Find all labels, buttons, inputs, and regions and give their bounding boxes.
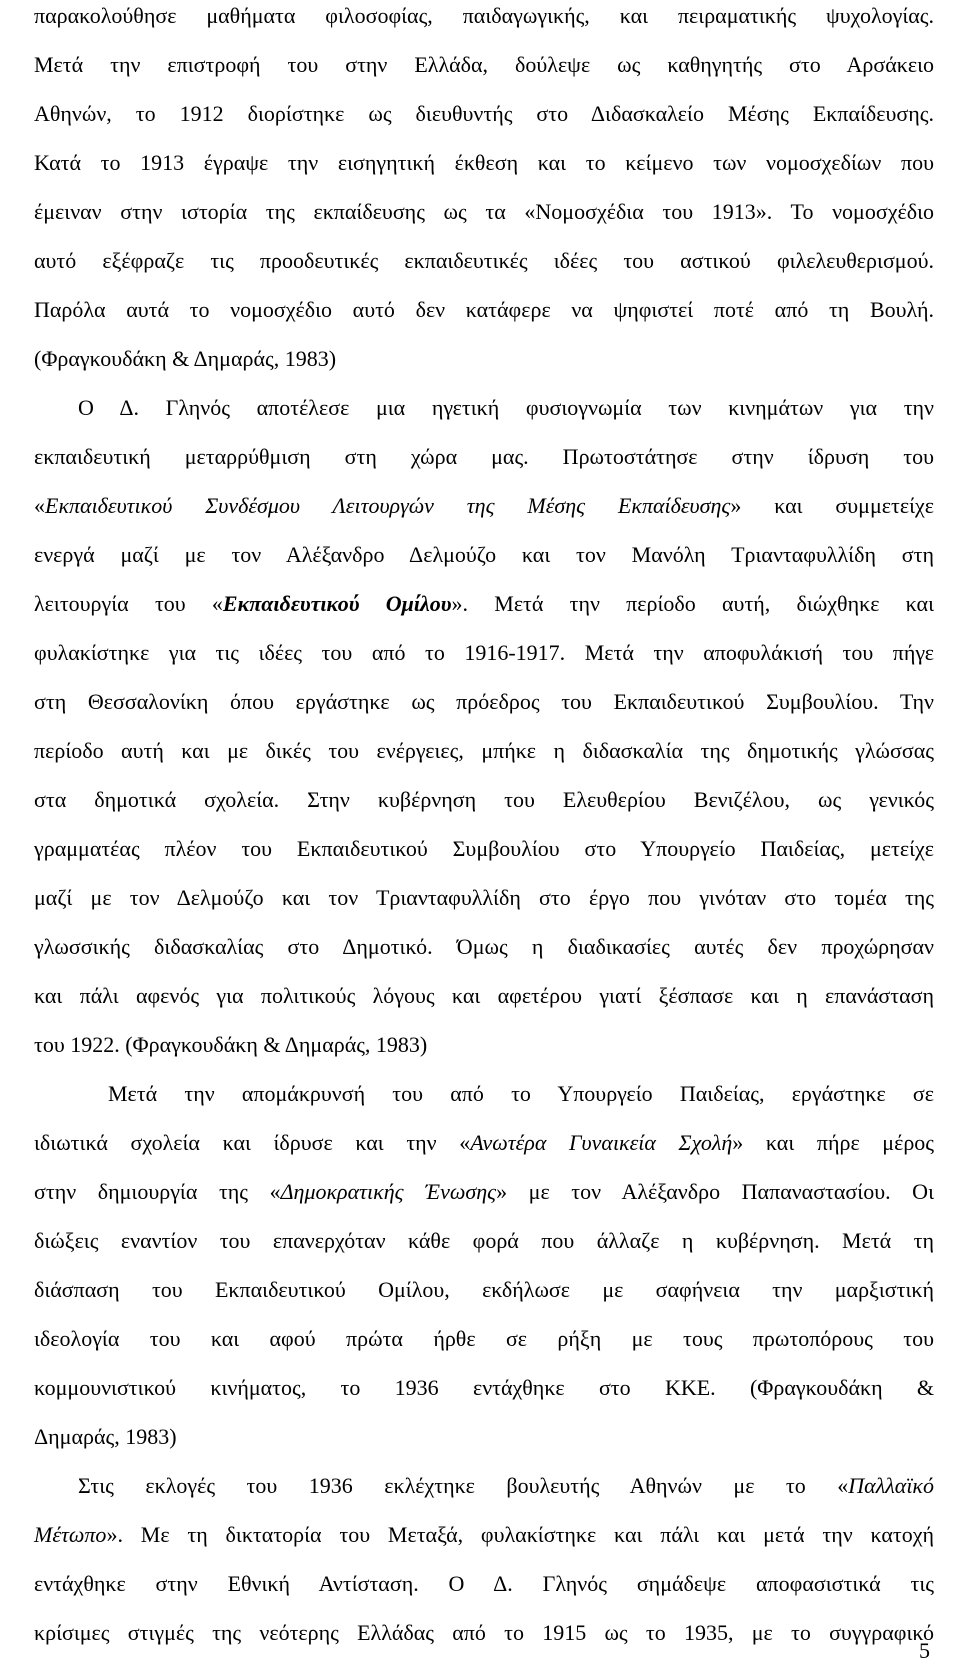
text-line: Αθηνών, το 1912 διορίστηκε ως διευθυντής στο Διδασκαλείο Μέσης Εκπαίδευσης. (34, 101, 934, 126)
paragraph-4 (34, 1461, 934, 1657)
page-number: 5 (919, 1638, 930, 1663)
text-fragment: ιδιωτικά σχολεία και ίδρυσε και την « (34, 1130, 471, 1155)
citation-line: του 1922. (Φραγκουδάκη & Δημαράς, 1983) (34, 1032, 428, 1057)
text-line: κρίσιμες στιγμές της νεότερης Ελλάδας από το 1915 ως το 1935, με το συγγραφικό (34, 1620, 934, 1645)
text-fragment: λειτουργία του « (34, 591, 223, 616)
text-line: φυλακίστηκε για τις ιδέες του από το 1916-1917. Μετά την αποφυλάκισή του πήγε (34, 640, 934, 665)
text-line: Ο Δ. Γληνός αποτέλεσε μια ηγετική φυσιογνωμία των κινημάτων για την (78, 395, 934, 420)
text-line: γραμματέας πλέον του Εκπαιδευτικού Συμβουλίου στο Υπουργείο Παιδείας, μετείχε (34, 836, 934, 861)
text-fragment: ». Με τη δικτατορία του Μεταξά, φυλακίστηκε και πάλι και μετά την κατοχή (106, 1522, 934, 1547)
text-line: στη Θεσσαλονίκη όπου εργάστηκε ως πρόεδρος του Εκπαιδευτικού Συμβουλίου. Την (34, 689, 934, 714)
italic-organization-name: Εκπαιδευτικού Συνδέσμου Λειτουργών της Μέσης Εκπαίδευσης (45, 493, 731, 518)
text-line (34, 1167, 934, 1216)
italic-front-name: Μέτωπο (34, 1522, 107, 1547)
paragraph-3 (34, 1069, 934, 1461)
text-line: Μετά την απομάκρυνσή του από το Υπουργείο Παιδείας, εργάστηκε σε (108, 1081, 934, 1106)
text-line: εντάχθηκε στην Εθνική Αντίσταση. Ο Δ. Γληνός σημάδεψε αποφασιστικά τις (34, 1571, 934, 1596)
text-fragment: στην δημιουργία της « (34, 1179, 281, 1204)
bold-organization-name: Εκπαιδευτικού Ομίλου (222, 591, 452, 616)
paragraph-2 (34, 383, 934, 1069)
italic-front-name: Παλλαϊκό (848, 1473, 934, 1498)
text-line: εκπαιδευτική μεταρρύθμιση στη χώρα μας. Πρωτοστάτησε στην ίδρυση του (34, 444, 934, 469)
text-line: και πάλι αφενός για πολιτικούς λόγους και αφετέρου γιατί ξέσπασε και η επανάσταση (34, 983, 934, 1008)
text-line: στα δημοτικά σχολεία. Στην κυβέρνηση του Ελευθερίου Βενιζέλου, ως γενικός (34, 787, 934, 812)
text-line: ενεργά μαζί με τον Αλέξανδρο Δελμούζο και τον Μανόλη Τριανταφυλλίδη στη (34, 542, 934, 567)
text-fragment: » και συμμετείχε (730, 493, 934, 518)
italic-party-name: Δημοκρατικής Ένωσης (280, 1179, 497, 1204)
text-fragment: » και πήρε μέρος (732, 1130, 935, 1155)
text-line (34, 1510, 934, 1559)
text-line: αυτό εξέφραζε τις προοδευτικές εκπαιδευτικές ιδέες του αστικού φιλελευθερισμού. (34, 248, 934, 273)
paragraph-1 (34, 0, 934, 383)
text-line: διώξεις εναντίον του επανερχόταν κάθε φορά που άλλαζε η κυβέρνηση. Μετά τη (34, 1228, 934, 1253)
text-line: παρακολούθησε μαθήματα φιλοσοφίας, παιδαγωγικής, και πειραματικής ψυχολογίας. (34, 3, 934, 28)
text-line: κομμουνιστικού κινήματος, το 1936 εντάχθηκε στο ΚΚΕ. (Φραγκουδάκη & (34, 1375, 934, 1400)
text-line: διάσπαση του Εκπαιδευτικού Ομίλου, εκδήλωσε με σαφήνεια την μαρξιστική (34, 1277, 934, 1302)
text-fragment: » με τον Αλέξανδρο Παπαναστασίου. Οι (496, 1179, 934, 1204)
quote-open: « (34, 493, 45, 518)
italic-school-name: Ανωτέρα Γυναικεία Σχολή (470, 1130, 733, 1155)
citation-line: (Φραγκουδάκη & Δημαράς, 1983) (34, 346, 337, 371)
text-line: Μετά την επιστροφή του στην Ελλάδα, δούλεψε ως καθηγητής στο Αρσάκειο (34, 52, 934, 77)
text-line: περίοδο αυτή και με δικές του ενέργειες, μπήκε η διδασκαλία της δημοτικής γλώσσας (34, 738, 934, 763)
text-line: μαζί με τον Δελμούζο και τον Τριανταφυλλίδη στο έργο που γινόταν στο τομέα της (34, 885, 934, 910)
text-line: Παρόλα αυτά το νομοσχέδιο αυτό δεν κατάφερε να ψηφιστεί ποτέ από τη Βουλή. (34, 297, 934, 322)
citation-line: Δημαράς, 1983) (34, 1424, 177, 1449)
text-fragment: Στις εκλογές του 1936 εκλέχτηκε βουλευτής Αθηνών με το « (78, 1473, 849, 1498)
text-line: ιδεολογία του και αφού πρώτα ήρθε σε ρήξη με τους πρωτοπόρους του (34, 1326, 934, 1351)
text-line: γλωσσικής διδασκαλίας στο Δημοτικό. Όμως η διαδικασίες αυτές δεν προχώρησαν (34, 934, 934, 959)
text-line (34, 481, 934, 530)
text-line (34, 1461, 934, 1510)
text-line: Κατά το 1913 έγραψε την εισηγητική έκθεση και το κείμενο των νομοσχεδίων που (34, 150, 934, 175)
document-page (34, 0, 934, 1657)
text-line: έμειναν στην ιστορία της εκπαίδευσης ως τα «Νομοσχέδια του 1913». Το νομοσχέδιο (34, 199, 934, 224)
text-fragment: ». Μετά την περίοδο αυτή, διώχθηκε και (451, 591, 935, 616)
text-line (34, 579, 934, 628)
text-line (34, 1118, 934, 1167)
